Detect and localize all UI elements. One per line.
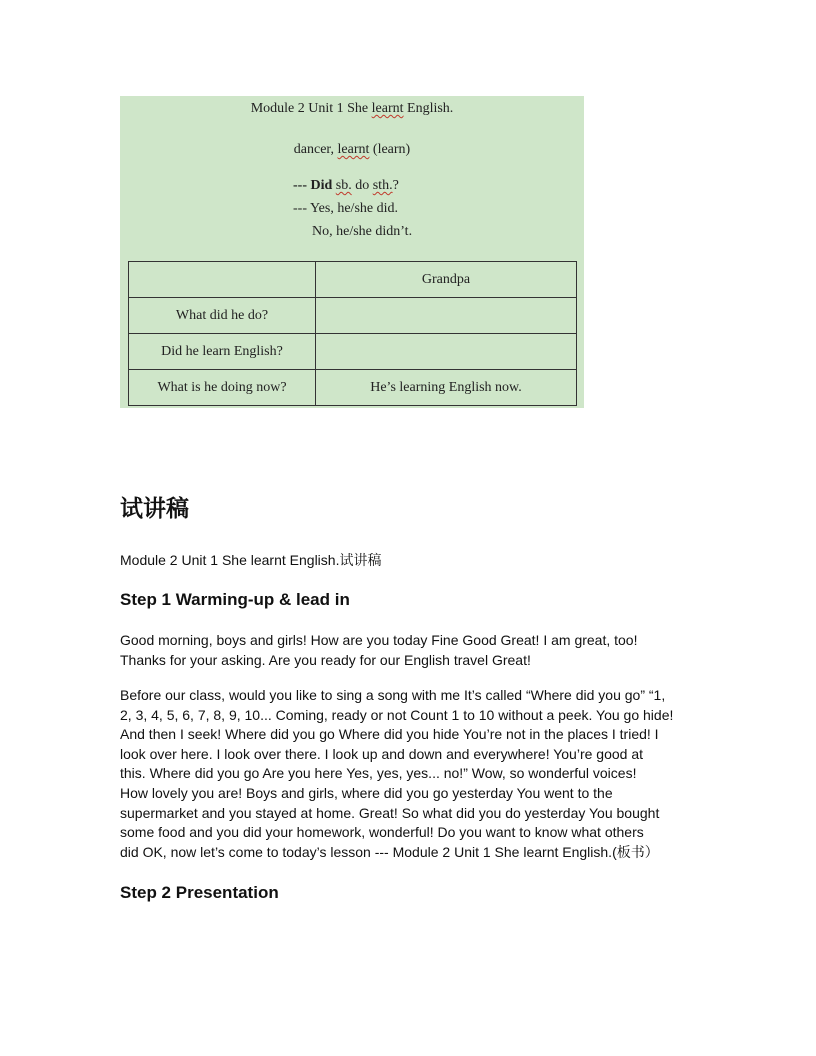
document-subtitle: Module 2 Unit 1 She learnt English.试讲稿 — [120, 552, 382, 568]
step1-heading: Step 1 Warming-up & lead in — [120, 590, 350, 609]
table-cell: What is he doing now? — [129, 370, 316, 406]
paragraph-greeting — [120, 631, 710, 670]
table-cell: He’s learning English now. — [316, 370, 577, 406]
table-cell — [316, 298, 577, 334]
board-table — [128, 261, 577, 406]
paragraph-line: Thanks for your asking. Are you ready for our English travel Great! — [120, 651, 531, 668]
table-cell — [316, 334, 577, 370]
paragraph-line: some food and you did your homework, wonderful! Do you want to know what others — [120, 824, 644, 841]
paragraph-line: supermarket and you stayed at home. Great! So what did you do yesterday You bought — [120, 804, 660, 821]
table-row — [129, 262, 577, 298]
table-cell: What did he do? — [129, 298, 316, 334]
paragraph-line: Before our class, would you like to sing a song with me It’s called “Where did you go” “1, — [120, 687, 666, 703]
table-row — [129, 334, 577, 370]
paragraph-line: this. Where did you go Are you here Yes, yes, yes... no!” Wow, so wonderful voices! — [120, 765, 637, 782]
table-cell — [129, 262, 316, 298]
paragraph-line: Good morning, boys and girls! How are you today Fine Good Great! I am great, too! — [120, 632, 638, 648]
table-row — [129, 370, 577, 406]
table-cell: Did he learn English? — [129, 334, 316, 370]
blackboard-image — [120, 96, 584, 408]
paragraph-line: How lovely you are! Boys and girls, where did you go yesterday You went to the — [120, 784, 613, 801]
paragraph-line: And then I seek! Where did you go Where did you hide You’re not in the places I tried! I — [120, 726, 659, 743]
paragraph-line: did OK, now let’s come to today’s lesson --- Module 2 Unit 1 She learnt English.(板书） — [120, 843, 659, 860]
paragraph-song — [120, 686, 710, 862]
table-header-grandpa: Grandpa — [316, 262, 577, 298]
paragraph-line: 2, 3, 4, 5, 6, 7, 8, 9, 10... Coming, ready or not Count 1 to 10 without a peek. You go hide! — [120, 706, 674, 723]
table-row — [129, 298, 577, 334]
page-heading: 试讲稿 — [120, 496, 189, 522]
board-answer-no: No, he/she didn’t. — [312, 224, 413, 239]
paragraph-line: look over here. I look over there. I look up and down and everywhere! You’re good at — [120, 745, 644, 762]
board-answer-yes: --- Yes, he/she did. — [293, 201, 398, 216]
board-vocab: dancer, learnt (learn) — [293, 142, 411, 157]
board-question: --- Did sb. do sth.? — [293, 178, 399, 193]
step2-heading: Step 2 Presentation — [120, 883, 279, 902]
board-title: Module 2 Unit 1 She learnt English. — [250, 101, 454, 116]
